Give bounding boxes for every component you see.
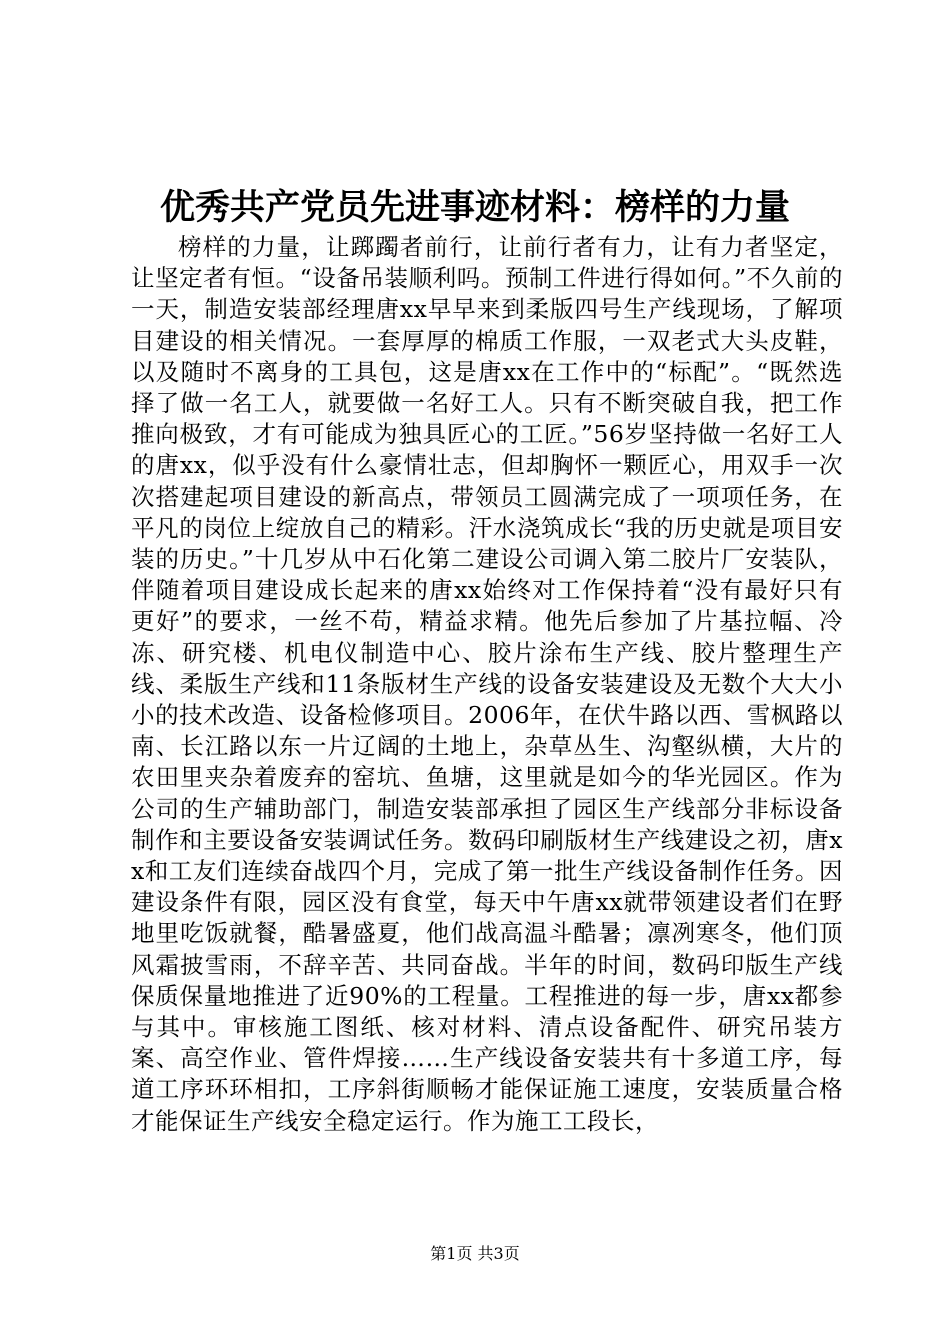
document-title: 优秀共产党员先进事迹材料：榜样的力量: [159, 187, 790, 228]
body-paragraph: 榜样的力量，让踯躅者前行，让前行者有力，让有力者坚定，让坚定者有恒。“设备吊装顺利吗。预制工件进行得如何。”不久前的一天，制造安装部经理唐xx早早来到柔版四号生产线现场，了解项目建设的相关情况。一套厚厚的棉质工作服，一双老式大头皮鞋，以及随时不离身的工具包，这是唐xx在工作中的“标配”。“既然选择了做一名工人，就要做一名好工人。只有不断突破自我，把工作推向极致，才有可能成为独具匠心的工匠。”56岁坚持做一名好工人的唐xx，似乎没有什么豪情壮志，但却胸怀一颗匠心，用双手一次次搭建起项目建设的新高点，带领员工圆满完成了一项项任务，在平凡的岗位上绽放自己的精彩。汗水浇筑成长“我的历史就是项目安装的历史。”十几岁从中石化第二建设公司调入第二胶片厂安装队，伴随着项目建设成长起来的唐xx始终对工作保持着“没有最好只有更好”的要求，一丝不苟，精益求精。他先后参加了片基拉幅、冷冻、研究楼、机电仪制造中心、胶片涂布生产线、胶片整理生产线、柔版生产线和11条版材生产线的设备安装建设及无数个大大小小的技术改造、设备检修项目。2006年，在伏牛路以西、雪枫路以南、长江路以东一片辽阔的土地上，杂草丛生、沟壑纵横，大片的农田里夹杂着废弃的窑坑、鱼塘，这里就是如今的华光园区。作为公司的生产辅助部门，制造安装部承担了园区生产线部分非标设备制作和主要设备安装调试任务。数码印刷版材生产线建设之初，唐xx和工友们连续奋战四个月，完成了第一批生产线设备制作任务。因建设条件有限，园区没有食堂，每天中午唐xx就带领建设者们在野地里吃饭就餐，酷暑盛夏，他们战高温斗酷暑；凛冽寒冬，他们顶风霜披雪雨，不辞辛苦、共同奋战。半年的时间，数码印版生产线保质保量地推进了近90%的工程量。工程推进的每一步，唐xx都参与其中。审核施工图纸、核对材料、清点设备配件、研究吊装方案、高空作业、管件焊接……生产线设备安装共有十多道工序，每道工序环环相扣，工序斜街顺畅才能保证施工速度，安装质量合格才能保证生产线安全稳定运行。作为施工工段长，: [131, 233, 843, 1135]
page-footer: 第1页 共3页: [430, 1244, 520, 1263]
